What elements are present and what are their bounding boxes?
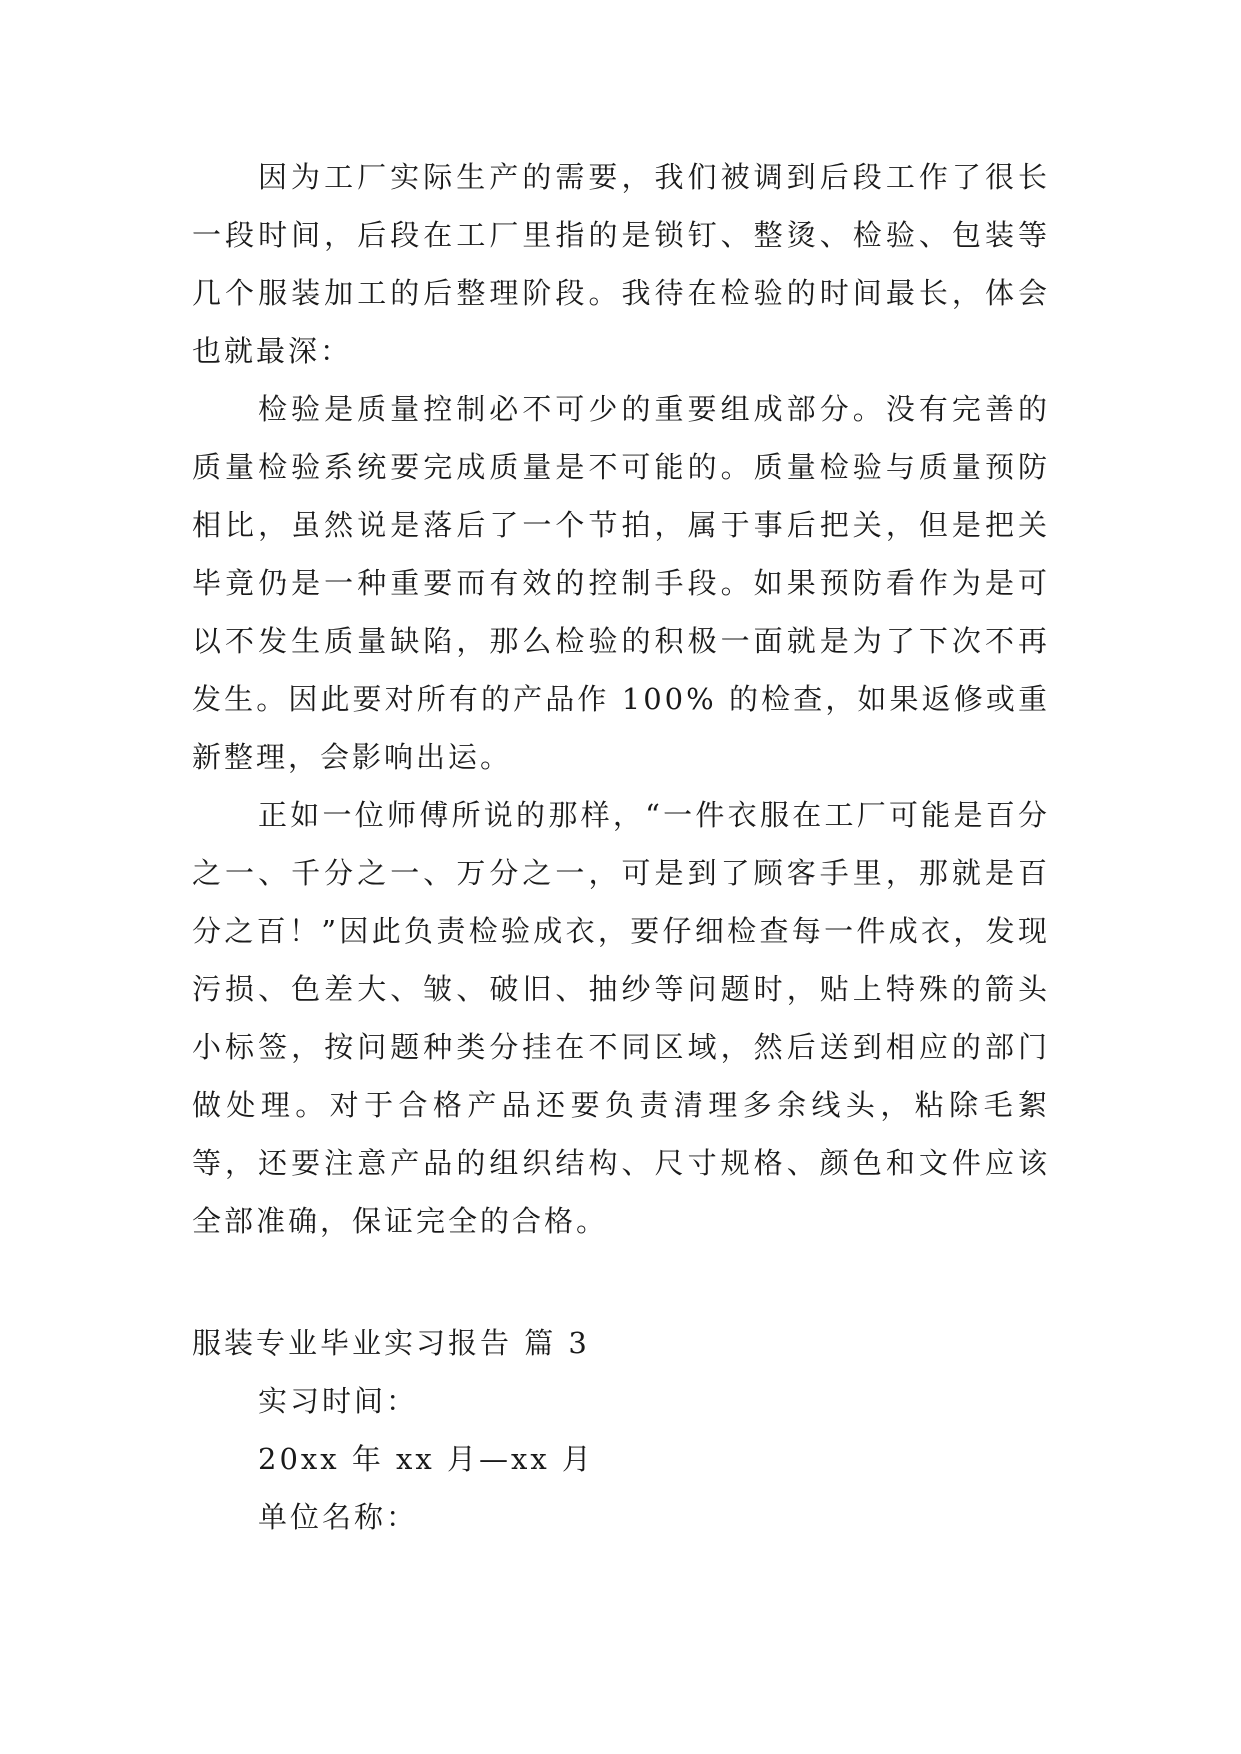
section-title: 服装专业毕业实习报告 篇 3 bbox=[192, 1326, 590, 1360]
internship-time-value: 20xx 年 xx 月—xx 月 bbox=[258, 1442, 594, 1476]
paragraph-1: 因为工厂实际生产的需要，我们被调到后段工作了很长一段时间，后段在工厂里指的是锁钉、整烫、检验、包装等几个服装加工的后整理阶段。我待在检验的时间最长，体会也就最深： bbox=[192, 160, 1050, 368]
paragraph-2: 检验是质量控制必不可少的重要组成部分。没有完善的质量检验系统要完成质量是不可能的。质量检验与质量预防相比，虽然说是落后了一个节拍，属于事后把关，但是把关毕竟仍是一种重要而有效的控制手段。如果预防看作为是可以不发生质量缺陷，那么检验的积极一面就是为了下次不再发生。因此要对所有的产品作 100% 的检查，如果返修或重新整理，会影响出运。 bbox=[192, 392, 1050, 774]
body-text bbox=[192, 148, 1050, 1250]
report-section-3 bbox=[192, 1314, 1050, 1546]
internship-time-label: 实习时间： bbox=[258, 1384, 419, 1418]
unit-name-label: 单位名称： bbox=[258, 1500, 419, 1534]
paragraph-3: 正如一位师傅所说的那样，“一件衣服在工厂可能是百分之一、千分之一、万分之一，可是到了顾客手里，那就是百分之百！”因此负责检验成衣，要仔细检查每一件成衣，发现污损、色差大、皱、破旧、抽纱等问题时，贴上特殊的箭头小标签，按问题种类分挂在不同区域，然后送到相应的部门做处理。对于合格产品还要负责清理多余线头，粘除毛絮等，还要注意产品的组织结构、尺寸规格、颜色和文件应该全部准确，保证完全的合格。 bbox=[192, 798, 1050, 1238]
